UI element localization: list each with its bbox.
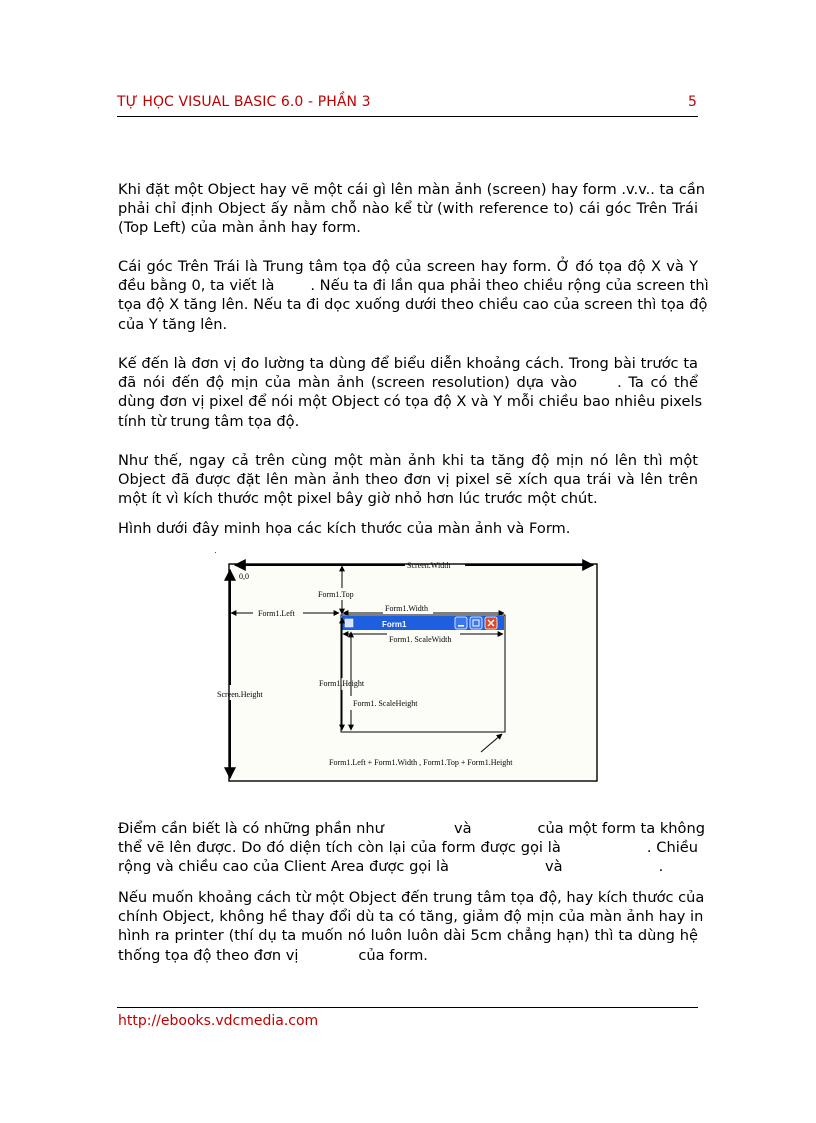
- text-line: hình ra printer (thí dụ ta muốn nó luôn luôn dài 5cm chẳng hạn) thì ta dùng hệ: [118, 927, 698, 945]
- maximize-icon: [470, 617, 482, 629]
- text-line: dùng đơn vị pixel để nói một Object có tọa độ X và Y mỗi chiều bao nhiêu pixels: [118, 393, 703, 411]
- text-line: [118, 946, 698, 965]
- text-fragment: của form.: [358, 946, 428, 964]
- text-line: một ít vì kích thước một pixel bây giờ nhỏ hơn lúc trước một chút.: [118, 490, 598, 508]
- text-fragment: đều bằng 0, ta viết là: [118, 277, 275, 295]
- text-line: Object đã được đặt lên màn ảnh theo đơn vị pixel sẽ xích qua trái và lên trên: [118, 471, 698, 489]
- screen-height-label: Screen.Height: [217, 690, 263, 699]
- header-divider: [117, 116, 698, 117]
- text-fragment: . Chiều: [646, 839, 699, 857]
- text-line: tọa độ X tăng lên. Nếu ta đi dọc xuống dưới theo chiều cao của screen thì tọa độ: [118, 296, 708, 314]
- paragraph-origin: [118, 257, 709, 334]
- text-line: [118, 819, 706, 838]
- text-line: Như thế, ngay cả trên cùng một màn ảnh khi ta tăng độ mịn nó lên thì một: [118, 452, 698, 469]
- footer-divider: [117, 1007, 698, 1008]
- paragraph-units: [118, 354, 703, 431]
- form-height-label: Form1.Height: [319, 679, 365, 688]
- text-line: phải chỉ định Object ấy nằm chỗ nào kể từ (with reference to) cái góc Trên Trái: [118, 200, 698, 218]
- form-system-icon: [345, 619, 353, 627]
- form-width-label: Form1.Width: [385, 604, 429, 613]
- text-fragment: của một form ta không: [537, 820, 706, 837]
- text-line: tính từ trung tâm tọa độ.: [118, 412, 300, 430]
- text-fragment: rộng và chiều cao của Client Area được gọi là: [118, 858, 449, 876]
- text-line: Khi đặt một Object hay vẽ một cái gì lên màn ảnh (screen) hay form .v.v.. ta cần: [118, 181, 706, 198]
- text-fragment: . Nếu ta đi lần qua phải theo chiều rộng của screen thì: [310, 277, 709, 295]
- paragraph-figure-intro: [118, 519, 698, 538]
- text-line: [118, 838, 698, 857]
- text-fragment: .: [658, 858, 664, 876]
- text-fragment: thể vẽ lên được. Do đó diện tích còn lại của form được gọi là: [118, 839, 561, 857]
- text-fragment: đã nói đến độ mịn của màn ảnh (screen resolution) dựa vào: [118, 374, 578, 392]
- text-line: [118, 857, 698, 876]
- diagram-svg: [215, 552, 605, 792]
- text-line: của Y tăng lên.: [118, 315, 228, 333]
- text-line: Hình dưới đây minh họa các kích thước của màn ảnh và Form.: [118, 520, 571, 537]
- paragraph-client-area: [118, 819, 706, 877]
- bottom-right-corner-label: Form1.Left + Form1.Width , Form1.Top + Form1.Height: [329, 758, 513, 767]
- text-line: (Top Left) của màn ảnh hay form.: [118, 219, 361, 237]
- scale-height-label: Form1. ScaleHeight: [353, 699, 418, 708]
- screen-form-dimensions-figure: [215, 552, 605, 792]
- scale-width-label: Form1. ScaleWidth: [389, 635, 452, 644]
- document-title: TỰ HỌC VISUAL BASIC 6.0 - PHẦN 3: [117, 94, 371, 110]
- form-left-label: Form1.Left: [258, 609, 295, 618]
- text-fragment: và: [544, 858, 563, 876]
- footer-link[interactable]: http://ebooks.vdcmedia.com: [118, 1013, 319, 1029]
- page-number: 5: [688, 94, 697, 110]
- text-fragment: thống tọa độ theo đơn vị: [118, 946, 299, 964]
- form-top-label: Form1.Top: [318, 590, 354, 599]
- text-line: [118, 276, 709, 295]
- text-fragment: và: [453, 820, 472, 837]
- text-fragment: . Ta có thể: [617, 374, 698, 392]
- paragraph-intro: [118, 180, 706, 238]
- text-line: chính Object, không hề thay đổi dù ta có tăng, giảm độ mịn của màn ảnh hay in: [118, 908, 704, 926]
- text-line: Nếu muốn khoảng cách từ một Object đến trung tâm tọa độ, hay kích thước của: [118, 889, 705, 906]
- text-line: Kế đến là đơn vị đo lường ta dùng để biểu diễn khoảng cách. Trong bài trước ta: [118, 355, 698, 372]
- origin-label: 0,0: [239, 572, 249, 581]
- minimize-icon: [455, 617, 467, 629]
- text-fragment: Điểm cần biết là có những phần như: [118, 820, 384, 837]
- text-line: Cái góc Trên Trái là Trung tâm tọa độ của screen hay form. Ở đó tọa độ X và Y: [118, 258, 698, 275]
- text-line: [118, 373, 698, 392]
- screen-border: [229, 564, 597, 781]
- form-caption: Form1: [382, 620, 407, 629]
- paragraph-coordinate-units: [118, 888, 705, 965]
- screen-width-label: Screen.Width: [407, 561, 451, 570]
- paragraph-resolution: [118, 451, 698, 509]
